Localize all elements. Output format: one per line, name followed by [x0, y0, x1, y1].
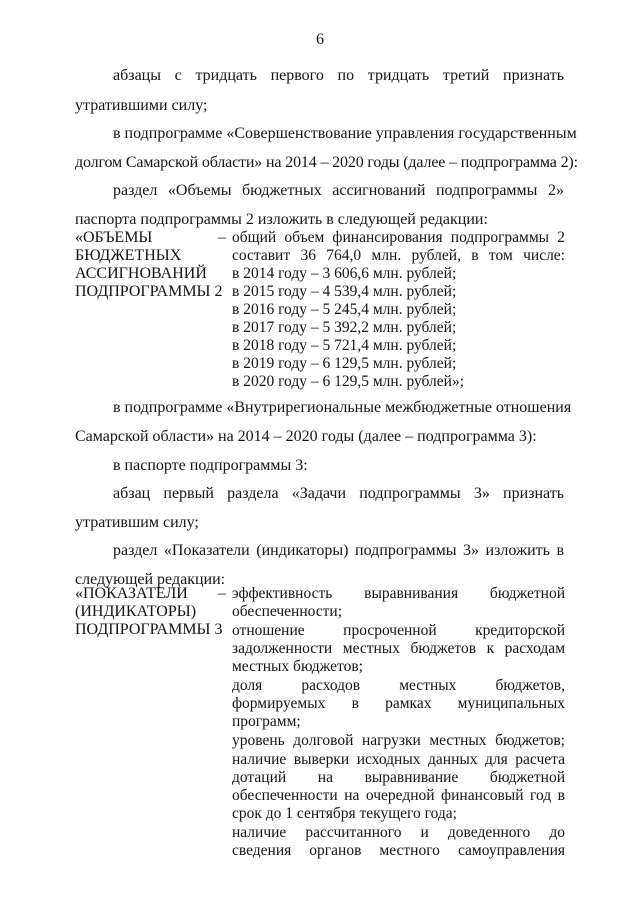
paragraph-7-line-2: следующей редакции: [75, 571, 226, 588]
table-1-line: в 2014 году – 3 606,6 млн. рублей; [232, 265, 457, 282]
paragraph-1-line-1: абзацы с тридцать первого по тридцать третий признать [113, 67, 564, 84]
indicator-item [232, 677, 565, 731]
table-1-line: в 2015 году – 4 539,4 млн. рублей; [232, 283, 457, 300]
table-1-label-line: ПОДПРОГРАММЫ 2 [75, 283, 223, 300]
paragraph-2-line-2: долгом Самарской области» на 2014 – 2020 годы (далее – подпрограмма 2): [75, 154, 578, 171]
paragraph-4-line-2: Самарской области» на 2014 – 2020 годы (далее – подпрограмма 3): [75, 428, 537, 445]
indicator-line: срок до 1 сентября текущего года; [232, 805, 457, 822]
indicator-line: формируемых в рамках муниципальных [232, 695, 565, 712]
table-1-dash: – [218, 229, 226, 246]
indicator-item [232, 585, 565, 621]
paragraph-2-line-1: в подпрограмме «Совершенствование управления государственным [113, 125, 577, 142]
table-1-label-line: БЮДЖЕТНЫХ [75, 247, 182, 264]
indicator-item [232, 751, 565, 823]
table-1-line: составит 36 764,0 млн. рублей, в том числе: [232, 247, 565, 264]
indicator-line: программ; [232, 713, 301, 730]
paragraph-5: в паспорте подпрограммы 3: [113, 457, 308, 474]
table-1-line: общий объем финансирования подпрограммы 2 [232, 229, 565, 246]
indicator-item [232, 622, 565, 676]
indicator-line: сведения органов местного самоуправления [232, 842, 565, 859]
table-1-line: в 2019 году – 6 129,5 млн. рублей; [232, 355, 457, 372]
table-2-label [75, 585, 223, 639]
indicator-line: обеспеченности; [232, 603, 343, 620]
table-2-label-line: (ИНДИКАТОРЫ) [75, 603, 197, 620]
indicator-line: задолженности местных бюджетов к расходам [232, 640, 565, 657]
table-1-content [232, 229, 565, 391]
table-2-label-line: «ПОКАЗАТЕЛИ [75, 585, 188, 602]
page-number: 6 [316, 31, 324, 48]
paragraph-3-line-2: паспорта подпрограммы 2 изложить в следующей редакции: [75, 211, 488, 228]
table-1-line: в 2020 году – 6 129,5 млн. рублей»; [232, 373, 465, 390]
indicator-line: наличие рассчитанного и доведенного до [232, 824, 565, 841]
paragraph-1-line-2: утратившими силу; [75, 97, 208, 114]
indicator-line: дотаций на выравнивание бюджетной [232, 769, 565, 786]
table-2-label-line: ПОДПРОГРАММЫ 3 [75, 621, 223, 638]
table-1-line: в 2018 году – 5 721,4 млн. рублей; [232, 337, 457, 354]
indicator-line: эффективность выравнивания бюджетной [232, 585, 565, 602]
table-1-label-line: «ОБЪЕМЫ [75, 229, 153, 246]
indicator-line: наличие выверки исходных данных для расчета [232, 751, 565, 768]
table-1-line: в 2017 году – 5 392,2 млн. рублей; [232, 319, 457, 336]
indicator-item [232, 732, 565, 750]
indicator-line: доля расходов местных бюджетов, [232, 677, 565, 694]
table-2-dash: – [218, 585, 226, 602]
paragraph-6-line-2: утратившим силу; [75, 514, 199, 531]
paragraph-6-line-1: абзац первый раздела «Задачи подпрограммы 3» признать [113, 485, 564, 502]
paragraph-7-line-1: раздел «Показатели (индикаторы) подпрограммы 3» изложить в [113, 542, 564, 559]
indicator-line: местных бюджетов; [232, 658, 363, 675]
table-1-label [75, 229, 223, 301]
indicator-line: отношение просроченной кредиторской [232, 622, 565, 639]
indicator-line: обеспеченности на очередной финансовый год в [232, 787, 565, 804]
paragraph-3-line-1: раздел «Объемы бюджетных ассигнований подпрограммы 2» [113, 182, 564, 199]
indicator-line: уровень долговой нагрузки местных бюджетов; [232, 732, 565, 749]
table-1-label-line: АССИГНОВАНИЙ [75, 265, 207, 282]
indicator-item [232, 824, 565, 860]
paragraph-4-line-1: в подпрограмме «Внутрирегиональные межбюджетные отношения [113, 399, 572, 416]
table-2-content [232, 585, 565, 861]
table-1-line: в 2016 году – 5 245,4 млн. рублей; [232, 301, 457, 318]
